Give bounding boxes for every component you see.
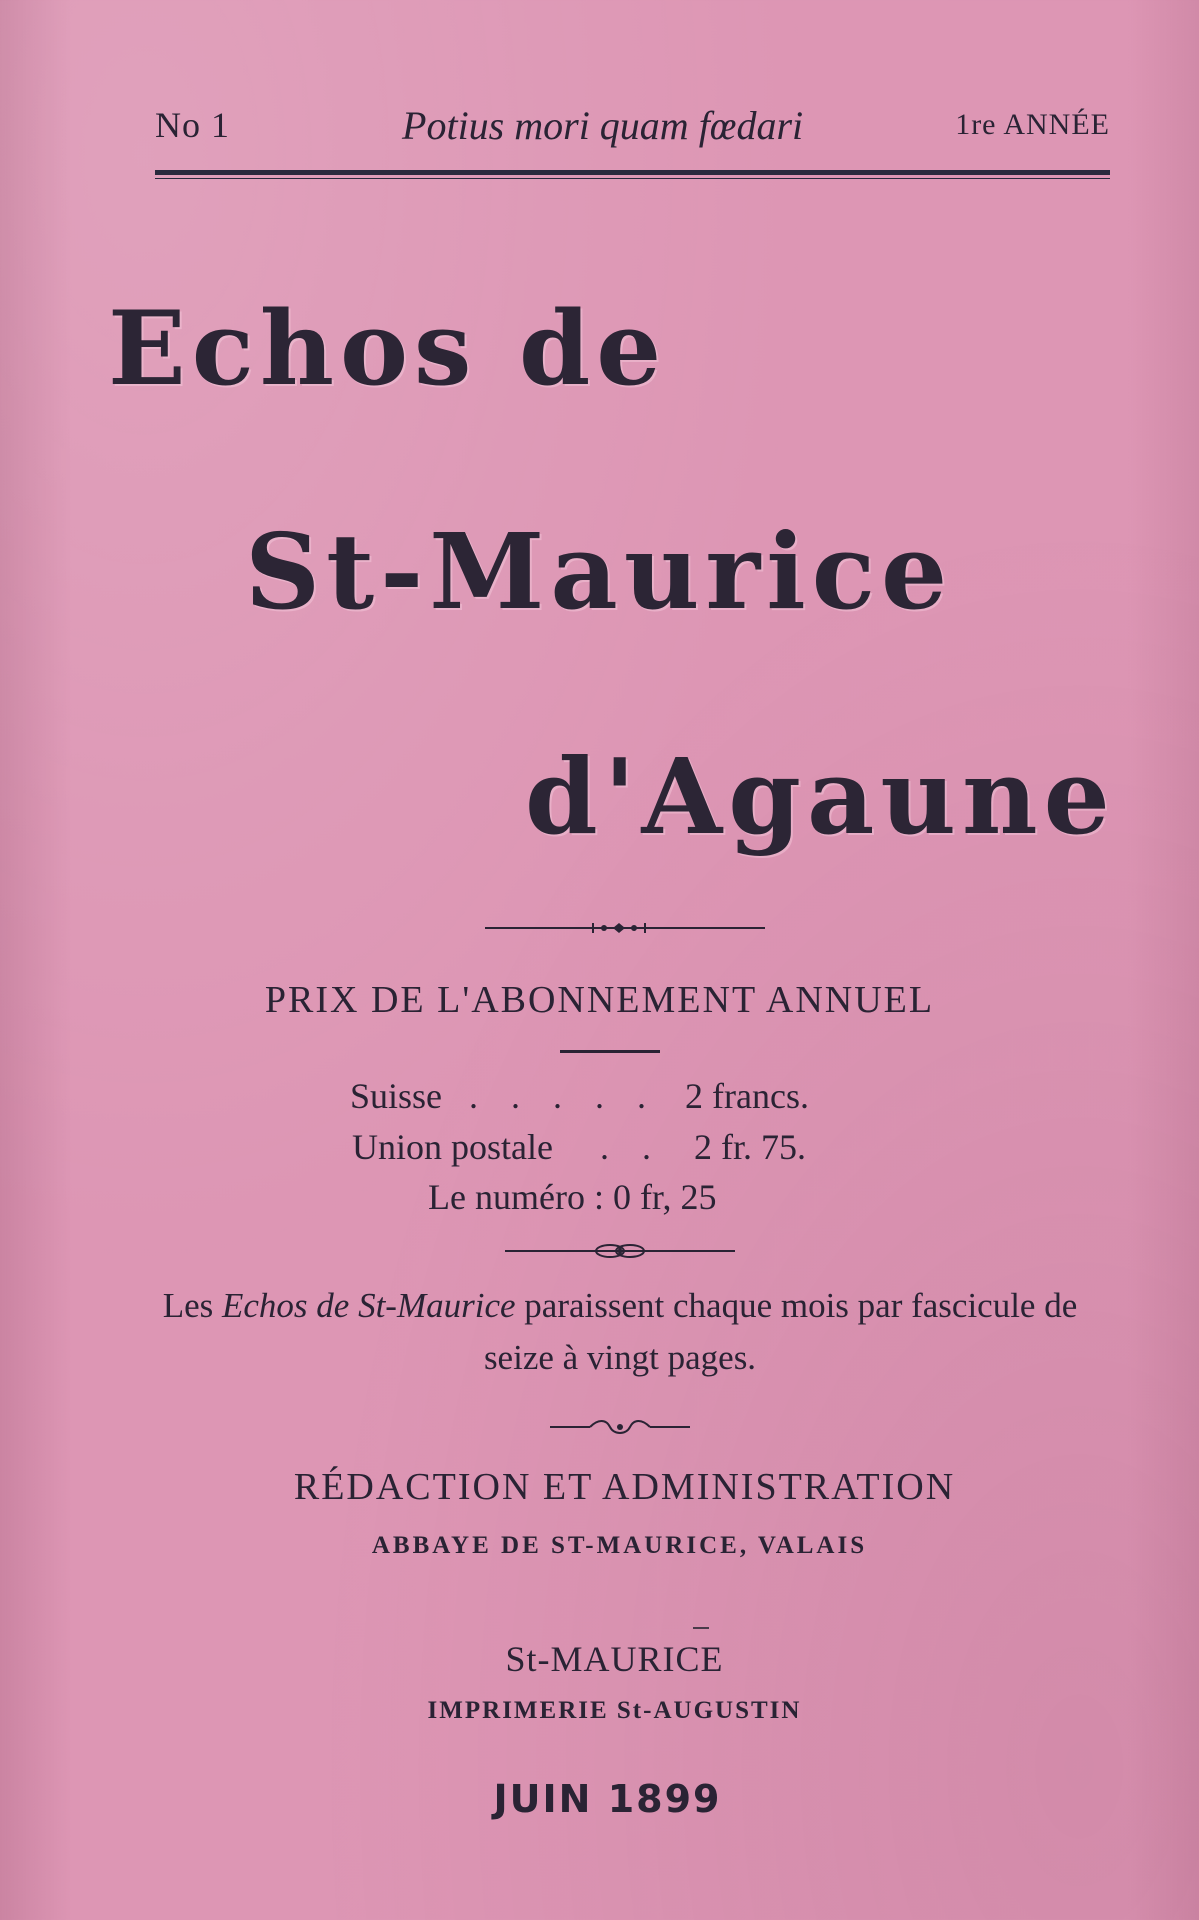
masthead-row xyxy=(155,95,1110,155)
ornament-divider-2 xyxy=(505,1238,735,1264)
imprint-printer: IMPRIMERIE St-AUGUSTIN xyxy=(427,1697,802,1724)
single-issue-price: Le numéro : 0 fr, 25 xyxy=(428,1177,717,1217)
price-row-suisse xyxy=(350,1075,809,1117)
imprint-city: St-MAURICE xyxy=(505,1639,724,1679)
year-label: 1re ANNÉE xyxy=(955,108,1110,141)
administration-heading: RÉDACTION ET ADMINISTRATION xyxy=(293,1466,956,1508)
leader-dots: . . . . . xyxy=(469,1076,659,1116)
price-value: 2 francs. xyxy=(685,1076,809,1116)
ornament-divider-1 xyxy=(485,915,765,941)
motto: Potius mori quam fœdari xyxy=(402,102,804,148)
publication-notice xyxy=(150,1280,1090,1384)
masthead-rule xyxy=(155,170,1110,179)
short-rule xyxy=(560,1050,660,1053)
subscription-heading: PRIX DE L'ABONNEMENT ANNUEL xyxy=(264,979,935,1021)
title-line-2: St-Maurice xyxy=(245,510,954,633)
price-label: Union postale xyxy=(352,1127,553,1167)
issue-number: No 1 xyxy=(155,105,230,145)
title-line-1: Echos de xyxy=(108,289,668,409)
price-row-union-postale xyxy=(352,1126,806,1168)
notice-prefix: Les xyxy=(162,1286,214,1325)
administration-address: ABBAYE DE ST-MAURICE, VALAIS xyxy=(371,1532,868,1559)
notice-suffix: paraissent chaque mois par fascicule de seize à vingt pages. xyxy=(483,1286,1078,1377)
ornament-divider-3 xyxy=(550,1415,690,1439)
leader-dots: . . xyxy=(599,1127,663,1167)
title-line-3: d'Agaune xyxy=(525,735,1116,858)
notice-title-italic: Echos de St-Maurice xyxy=(222,1286,516,1325)
price-value: 2 fr. 75. xyxy=(693,1127,806,1167)
issue-date: JUIN 1899 xyxy=(493,1777,722,1821)
price-label: Suisse xyxy=(350,1076,443,1116)
small-dash xyxy=(693,1627,709,1629)
